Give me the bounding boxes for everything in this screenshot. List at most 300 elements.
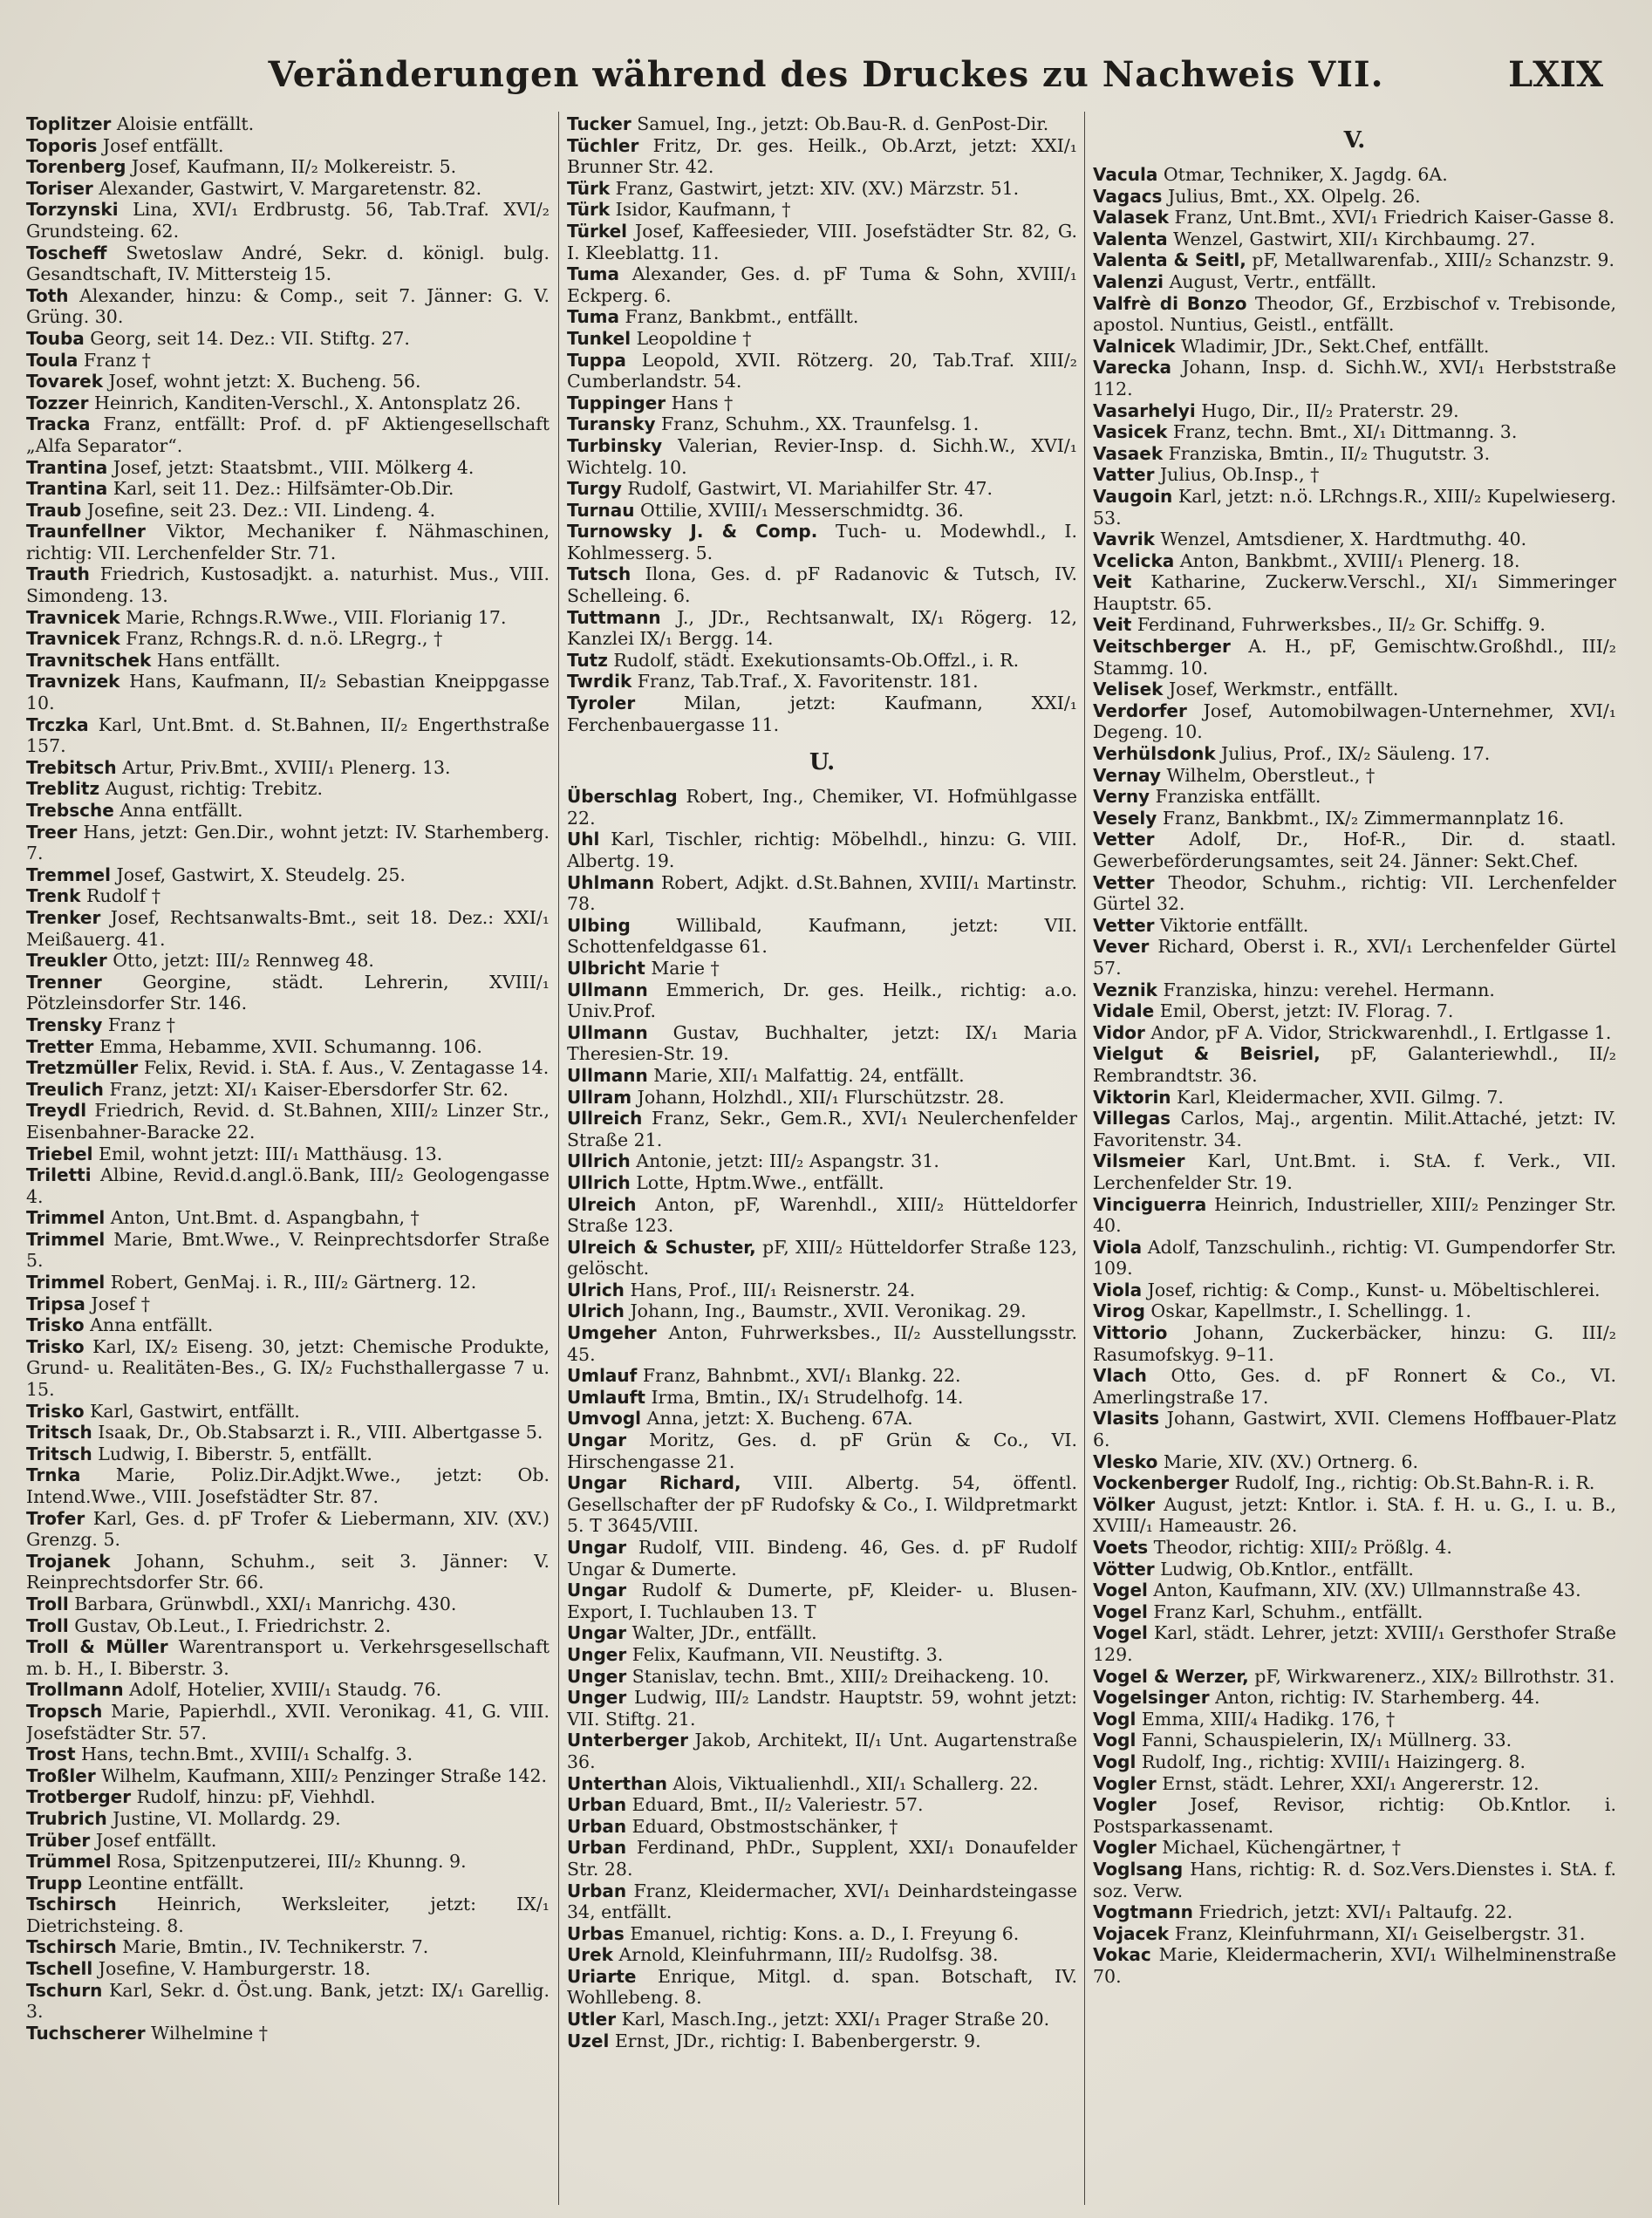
directory-entry [1093, 1000, 1616, 1022]
directory-entry [1093, 1580, 1616, 1601]
directory-entry [1093, 1709, 1616, 1730]
entry-details: Artur, Priv.Bmt., XVIII/₁ Plenerg. 13. [116, 756, 451, 778]
entry-name: Vcelicka [1093, 549, 1175, 571]
directory-entry [567, 413, 1077, 435]
directory-entry [26, 864, 550, 886]
entry-details: Albine, Revid.d.angl.ö.Bank, III/₂ Geologengasse 4. [26, 1164, 550, 1207]
directory-entry [1093, 1237, 1616, 1280]
entry-name: Vötter [1093, 1558, 1155, 1580]
directory-entry [26, 199, 550, 242]
entry-name: Turnowsky J. & Comp. [567, 521, 818, 543]
entry-name: Umvogl [567, 1408, 642, 1430]
directory-entry [567, 1923, 1077, 1945]
entry-name: Verhülsdonk [1093, 743, 1216, 765]
entry-name: Ungar [567, 1580, 627, 1601]
directory-entry [1093, 1901, 1616, 1923]
entry-details: August, richtig: Trebitz. [99, 778, 323, 800]
directory-entry [567, 1365, 1077, 1387]
entry-details: Johann, Schuhm., seit 3. Jänner: V. Reinprechtsdorfer Str. 66. [26, 1550, 550, 1594]
entry-details: Fanni, Schauspielerin, IX/₁ Müllnerg. 33. [1136, 1730, 1512, 1751]
entry-name: Vlasits [1093, 1408, 1160, 1430]
entry-details: Leopoldine † [631, 327, 752, 349]
entry-details: Karl, Masch.Ing., jetzt: XXI/₁ Prager Straße 20. [616, 2009, 1050, 2030]
entry-name: Turgy [567, 478, 622, 500]
entry-name: Vielgut & Beisriel, [1093, 1043, 1321, 1065]
entry-name: Umgeher [567, 1322, 657, 1344]
entry-name: Trauth [26, 563, 90, 585]
directory-entry [1093, 529, 1616, 550]
directory-entry [567, 1837, 1077, 1880]
entry-name: Vaugoin [1093, 485, 1173, 507]
entry-details: Franz, Unt.Bmt., XVI/₁ Friedrich Kaiser-Gasse 8. [1169, 207, 1615, 229]
directory-entry [26, 907, 550, 950]
directory-entry [567, 1944, 1077, 1966]
entry-name: Urban [567, 1815, 627, 1837]
entry-name: Villegas [1093, 1108, 1171, 1129]
entry-name: Tyroler [567, 693, 636, 714]
entry-name: Tropsch [26, 1700, 103, 1722]
entry-details: Johann, Gastwirt, XVII. Clemens Hoffbauer-Platz 6. [1093, 1408, 1616, 1451]
entry-name: Tozzer [26, 392, 89, 413]
directory-entry [567, 1687, 1077, 1730]
column-3 [1093, 113, 1616, 2202]
entry-details: Ludwig, III/₂ Landstr. Hauptstr. 59, wohnt jetzt: VII. Stiftg. 21. [567, 1687, 1077, 1730]
entry-name: Troll [26, 1614, 69, 1636]
entry-details: Josefine, V. Hamburgerstr. 18. [92, 1958, 371, 1980]
entry-details: Marie, Kleidermacherin, XVI/₁ Wilhelminenstraße 70. [1093, 1944, 1616, 1987]
entry-name: Trisko [26, 1314, 85, 1336]
entry-details: Friedrich, Kustosadjkt. a. naturhist. Mus., VIII. Simondeng. 13. [26, 563, 550, 607]
entry-name: Vacula [1093, 164, 1158, 185]
directory-entry [567, 500, 1077, 522]
entry-details: Viktorie entfällt. [1154, 914, 1309, 936]
directory-entry [26, 350, 550, 372]
entry-details: Otmar, Techniker, X. Jagdg. 6A. [1157, 164, 1448, 185]
directory-entry [1093, 1601, 1616, 1623]
entry-details: Heinrich, Werksleiter, jetzt: IX/₁ Dietrichsteing. 8. [26, 1894, 550, 1936]
entry-details: Josef, Kaufmann, II/₂ Molkereistr. 5. [126, 156, 457, 178]
directory-entry [1093, 1300, 1616, 1322]
entry-name: Tschell [26, 1958, 93, 1980]
entry-details: Rudolf & Dumerte, pF, Kleider- u. Blusen-Export, I. Tuchlauben 13. T [567, 1580, 1077, 1622]
entry-details: Anton, Unt.Bmt. d. Aspangbahn, † [105, 1207, 420, 1229]
entry-details: Johann, Holzhdl., XII/₁ Flurschützstr. 28. [631, 1086, 1005, 1108]
entry-details: Robert, GenMaj. i. R., III/₂ Gärtnerg. 12. [105, 1272, 477, 1293]
directory-entry [567, 1472, 1077, 1537]
entry-details: Viktor, Mechaniker f. Nähmaschinen, richtig: VII. Lerchenfelder Str. 71. [26, 521, 550, 563]
entry-name: Vogel [1093, 1580, 1148, 1601]
entry-details: Julius, Prof., IX/₂ Säuleng. 17. [1215, 743, 1491, 765]
directory-entry [1093, 336, 1616, 358]
entry-name: Treukler [26, 950, 107, 972]
entry-name: Toula [26, 349, 79, 371]
directory-entry [1093, 357, 1616, 399]
entry-name: Treydl [26, 1100, 87, 1122]
entry-name: Ungar [567, 1622, 627, 1644]
directory-entry [567, 1537, 1077, 1580]
entry-details: Valerian, Revier-Insp. d. Sichh.W., XVI/₁ Wichtelg. 10. [567, 434, 1077, 478]
entry-details: Johann, Insp. d. Sichh.W., XVI/₁ Herbststraße 112. [1093, 357, 1616, 399]
entry-details: Josef, richtig: & Comp., Kunst- u. Möbeltischlerei. [1142, 1279, 1601, 1300]
directory-entry [26, 950, 550, 972]
entry-details: Lotte, Hptm.Wwe., entfällt. [630, 1171, 884, 1193]
entry-name: Umlauft [567, 1386, 645, 1408]
entry-details: Isaak, Dr., Ob.Stabsarzt i. R., VIII. Albertgasse 5. [92, 1422, 543, 1443]
directory-entry [26, 1464, 550, 1507]
directory-entry [1093, 1150, 1616, 1193]
entry-name: Trubrich [26, 1807, 107, 1829]
entry-details: Adolf, Tanzschulinh., richtig: VI. Gumpendorfer Str. 109. [1093, 1236, 1616, 1280]
entry-name: Tuma [567, 306, 620, 328]
entry-details: Josef entfällt. [97, 134, 224, 156]
entry-details: Rosa, Spitzenputzerei, III/₂ Khunng. 9. [111, 1851, 467, 1873]
directory-entry [567, 135, 1077, 178]
directory-entry [26, 671, 550, 713]
directory-entry [1093, 1622, 1616, 1665]
entry-name: Vavrik [1093, 529, 1155, 550]
entry-details: Karl, IX/₂ Eiseng. 30, jetzt: Chemische Produkte, Grund- u. Realitäten-Bes., G. IX/₂ Fuchsthallergasse 7 u. 15. [26, 1335, 550, 1401]
directory-entry [26, 1830, 550, 1852]
entry-name: Trotberger [26, 1786, 132, 1808]
entry-name: Velisek [1093, 679, 1164, 700]
directory-entry [1093, 571, 1616, 614]
directory-entry [26, 1594, 550, 1615]
entry-name: Trczka [26, 713, 89, 735]
entry-details: Milan, jetzt: Kaufmann, XXI/₁ Ferchenbauergasse 11. [567, 693, 1077, 735]
entry-details: Emmerich, Dr. ges. Heilk., richtig: a.o. Univ.Prof. [567, 979, 1077, 1022]
directory-entry [1093, 1408, 1616, 1450]
entry-details: Otto, Ges. d. pF Ronnert & Co., VI. Amerlingstraße 17. [1093, 1365, 1616, 1408]
entry-details: Anton, Kaufmann, XIV. (XV.) Ullmannstraße 43. [1147, 1580, 1581, 1601]
directory-entry [567, 829, 1077, 871]
directory-entry [567, 1773, 1077, 1795]
entry-details: Rudolf † [80, 885, 160, 907]
directory-entry [567, 221, 1077, 263]
directory-entry [1093, 1087, 1616, 1109]
entry-details: Rudolf, Ing., richtig: XVIII/₁ Haizingerg. 8. [1136, 1751, 1526, 1772]
entry-name: Vockenberger [1093, 1472, 1230, 1494]
entry-details: J., JDr., Rechtsanwalt, IX/₁ Rögerg. 12, Kanzlei IX/₁ Bergg̣. 14. [567, 606, 1077, 650]
entry-details: Josef, Gastwirt, X. Steudelg. 25. [110, 863, 406, 885]
entry-name: Vogel [1093, 1622, 1148, 1644]
entry-name: Uzel [567, 2030, 610, 2051]
page-number: LXIX [1508, 54, 1603, 95]
entry-name: Twrdik [567, 671, 632, 693]
entry-name: Trebitsch [26, 756, 117, 778]
directory-entry [1093, 1923, 1616, 1945]
directory-entry [26, 328, 550, 350]
entry-name: Vogelsinger [1093, 1687, 1210, 1709]
entry-details: August, Vertr., entfällt. [1164, 270, 1377, 292]
entry-name: Utler [567, 2009, 617, 2030]
directory-entry [1093, 786, 1616, 808]
entry-name: Ullram [567, 1086, 632, 1108]
entry-name: Vetter [1093, 829, 1155, 850]
entry-name: Treblitz [26, 778, 100, 800]
entry-name: Ulrich [567, 1279, 625, 1300]
section-heading: V. [1343, 127, 1366, 154]
entry-details: Carlos, Maj., argentin. Milit.Attaché, jetzt: IV. Favoritenstr. 34. [1093, 1108, 1616, 1150]
entry-name: Trenk [26, 885, 81, 907]
entry-name: Toriser [26, 177, 93, 199]
directory-entry [26, 800, 550, 822]
directory-entry [1093, 271, 1616, 293]
entry-name: Tschirsch [26, 1894, 117, 1915]
entry-name: Tutz [567, 649, 608, 671]
entry-details: Leontine entfällt. [82, 1872, 244, 1894]
directory-entry [567, 435, 1077, 478]
entry-details: Friedrich, Revid. d. St.Bahnen, XIII/₂ Linzer Str., Eisenbahner-Baracke 22. [26, 1100, 550, 1143]
entry-details: Karl, Sekr. d. Öst.ung. Bank, jetzt: IX/₁ Garellig. 3. [26, 1979, 550, 2023]
entry-name: Trofer [26, 1507, 85, 1529]
directory-entry [1093, 936, 1616, 979]
entry-details: Marie, Papierhdl., XVII. Veronikag. 41, G. VIII. Josefstädter Str. 57. [26, 1700, 550, 1744]
entry-details: Lina, XVI/₁ Erdbrustg. 56, Tab.Traf. XVI/₂ Grundsteing. 62. [26, 199, 550, 242]
entry-name: Verny [1093, 786, 1150, 808]
directory-entry [1093, 421, 1616, 443]
directory-entry [567, 563, 1077, 606]
entry-name: Tuttmann [567, 606, 661, 628]
entry-details: Theodor, Gf., Erzbischof v. Trebisonde, apostol. Nuntius, Geistl., entfällt. [1093, 292, 1616, 336]
directory-entry [567, 1300, 1077, 1322]
directory-entry [567, 1644, 1077, 1666]
entry-details: Josef, jetzt: Staatsbmt., VIII. Mölkerg 4. [107, 456, 474, 478]
entry-details: Karl, Ges. d. pF Trofer & Liebermann, XIV. (XV.) Grenzg. 5. [26, 1507, 550, 1551]
entry-name: Ulbing [567, 914, 631, 936]
entry-name: Unger [567, 1643, 627, 1665]
entry-name: Trollmann [26, 1679, 124, 1701]
directory-entry [567, 693, 1077, 735]
entry-details: Jakob, Architekt, II/₁ Unt. Augartenstraße 36. [567, 1730, 1077, 1772]
directory-entry [26, 1272, 550, 1293]
directory-entry [567, 650, 1077, 672]
directory-entry [567, 1087, 1077, 1109]
directory-entry [26, 1229, 550, 1272]
entry-name: Vogler [1093, 1772, 1157, 1794]
entry-name: Vasaek [1093, 442, 1164, 464]
entry-name: Trensky [26, 1013, 103, 1035]
entry-details: Franz, Tab.Traf., X. Favoritenstr. 181. [631, 671, 979, 693]
entry-details: Hans, jetzt: Gen.Dir., wohnt jetzt: IV. Starhemberg. 7. [26, 821, 550, 864]
entry-details: Georg, seit 14. Dez.: VII. Stiftg. 27. [84, 327, 410, 349]
entry-details: Marie, Bmtin., IV. Technikerstr. 7. [116, 1936, 429, 1958]
entry-name: Tuma [567, 263, 620, 285]
directory-entry [26, 1873, 550, 1894]
entry-name: Ullreich [567, 1108, 643, 1129]
entry-details: Rudolf, hinzu: pF, Viehhdl. [131, 1786, 376, 1808]
directory-entry [26, 478, 550, 500]
entry-name: Vagacs [1093, 185, 1163, 207]
directory-entry [1093, 1494, 1616, 1537]
entry-name: Tracka [26, 413, 91, 435]
entry-details: Marie, Bmt.Wwe., V. Reinprechtsdorfer Straße 5. [26, 1228, 550, 1272]
entry-details: Wladimir, JDr., Sekt.Chef, entfällt. [1175, 335, 1490, 357]
entry-name: Vogtmann [1093, 1901, 1193, 1923]
entry-name: Vesely [1093, 807, 1157, 829]
directory-entry [1093, 743, 1616, 765]
directory-entry [26, 1936, 550, 1958]
entry-name: Toplitzer [26, 113, 112, 134]
entry-name: Vetter [1093, 914, 1155, 936]
entry-name: Tüchler [567, 134, 639, 156]
entry-name: Trost [26, 1744, 76, 1765]
entry-details: Wenzel, Gastwirt, XII/₁ Kirchbaumg. 27. [1167, 228, 1536, 249]
directory-entry [1093, 550, 1616, 572]
entry-details: Franz, Schuhm., XX. Traunfelsg. 1. [655, 413, 980, 435]
entry-details: Gustav, Ob.Leut., I. Friedrichstr. 2. [68, 1614, 392, 1636]
directory-entry [1093, 249, 1616, 271]
entry-name: Troll [26, 1593, 69, 1614]
directory-entry [567, 1430, 1077, 1472]
entry-details: Josefine, seit 23. Dez.: VII. Lindeng. 4. [81, 499, 436, 521]
directory-entry [567, 263, 1077, 306]
directory-entry [1093, 1730, 1616, 1751]
directory-entry [1093, 1751, 1616, 1773]
entry-name: Vlach [1093, 1365, 1147, 1387]
entry-name: Toporis [26, 134, 98, 156]
directory-entry [26, 1636, 550, 1679]
directory-entry [26, 392, 550, 414]
directory-entry [567, 521, 1077, 563]
directory-entry [26, 778, 550, 800]
entry-details: Stanislav, techn. Bmt., XIII/₂ Dreihackeng. 10. [626, 1665, 1049, 1687]
directory-entry [567, 915, 1077, 958]
directory-entry [26, 1551, 550, 1594]
entry-name: Türk [567, 177, 611, 199]
entry-details: Justine, VI. Mollardg. 29. [106, 1807, 341, 1829]
entry-name: Trüber [26, 1829, 91, 1851]
directory-entry [1093, 1108, 1616, 1150]
page-header [0, 54, 1652, 106]
entry-details: Josef, Kaffeesieder, VIII. Josefstädter Str. 82, G. I. Kleeblattg. 11. [567, 220, 1077, 263]
directory-entry [1093, 186, 1616, 208]
directory-entry [567, 1816, 1077, 1838]
directory-entry [1093, 1687, 1616, 1709]
entry-name: Trantina [26, 456, 108, 478]
entry-name: Tretzmüller [26, 1057, 139, 1079]
directory-entry [567, 1108, 1077, 1150]
entry-details: Friedrich, jetzt: XVI/₁ Paltaufg. 22. [1192, 1901, 1513, 1923]
directory-entry [567, 478, 1077, 500]
directory-entry [1093, 1322, 1616, 1365]
directory-entry [26, 1786, 550, 1808]
directory-entry [26, 822, 550, 864]
entry-details: Wilhelmine † [145, 2022, 268, 2044]
directory-entry [26, 1980, 550, 2023]
page-title: Veränderungen während des Druckes zu Nachweis VII. [268, 54, 1384, 95]
entry-name: Trisko [26, 1335, 85, 1357]
directory-entry [1093, 979, 1616, 1001]
entry-name: Urek [567, 1944, 613, 1966]
entry-details: Josef, Rechtsanwalts-Bmt., seit 18. Dez.: XXI/₁ Meißauerg. 41. [26, 906, 550, 950]
directory-entry [26, 113, 550, 135]
entry-details: Andor, pF A. Vidor, Strickwarenhdl., I. Ertlgasse 1. [1144, 1021, 1612, 1043]
directory-entry [26, 563, 550, 606]
entry-details: Hugo, Dir., II/₂ Praterstr. 29. [1195, 399, 1459, 421]
entry-name: Viola [1093, 1236, 1143, 1258]
entry-details: Franz, jetzt: XI/₁ Kaiser-Ebersdorfer Str. 62. [103, 1078, 509, 1100]
entry-name: Troll & Müller [26, 1636, 168, 1658]
directory-entry [26, 457, 550, 479]
directory-entry [1093, 829, 1616, 871]
entry-details: Hans, techn.Bmt., XVIII/₁ Schalfg. 3. [75, 1744, 413, 1765]
entry-details: Anton, pF, Warenhdl., XIII/₂ Hütteldorfer Straße 123. [567, 1193, 1077, 1237]
entry-name: Treulich [26, 1078, 104, 1100]
entry-name: Trimmel [26, 1272, 106, 1293]
directory-entry [567, 1322, 1077, 1365]
entry-name: Veit [1093, 614, 1132, 636]
directory-entry [567, 1580, 1077, 1622]
entry-name: Troßler [26, 1764, 96, 1786]
entry-details: Irma, Bmtin., IX/₁ Strudelhofg. 14. [645, 1386, 964, 1408]
entry-details: pF, Galanteriewhdl., II/₂ Rembrandtstr. 36. [1093, 1043, 1616, 1086]
directory-entry [1093, 486, 1616, 529]
directory-entry [1093, 1837, 1616, 1859]
directory-entry [1093, 464, 1616, 486]
directory-entry [567, 178, 1077, 200]
entry-details: Rudolf, Gastwirt, VI. Mariahilfer Str. 47. [621, 478, 993, 500]
directory-entry [26, 1422, 550, 1443]
entry-details: Arnold, Kleinfuhrmann, III/₂ Rudolfsg. 38. [612, 1944, 999, 1966]
entry-details: Franz, techn. Bmt., XI/₁ Dittmanng. 3. [1167, 421, 1518, 443]
entry-name: Tuchscherer [26, 2022, 146, 2044]
entry-details: pF, XIII/₂ Hütteldorfer Straße 123, gelöscht. [567, 1236, 1077, 1280]
entry-name: Trebsche [26, 800, 114, 821]
entry-details: Anna, jetzt: X. Bucheng. 67A. [641, 1408, 913, 1430]
directory-entry [1093, 443, 1616, 465]
entry-details: Josef † [85, 1293, 150, 1314]
column-rule [1084, 112, 1085, 2205]
entry-details: Aloisie entfällt. [111, 113, 255, 134]
directory-entry [26, 413, 550, 456]
entry-name: Tripsa [26, 1293, 85, 1314]
entry-name: Vever [1093, 936, 1150, 958]
directory-entry [1093, 614, 1616, 636]
directory-entry [26, 371, 550, 392]
directory-entry [26, 1057, 550, 1079]
entry-name: Triletti [26, 1164, 92, 1186]
entry-name: Trimmel [26, 1207, 106, 1229]
directory-entry [567, 1666, 1077, 1688]
directory-entry [567, 1408, 1077, 1430]
entry-details: Otto, jetzt: III/₂ Rennweg 48. [106, 950, 374, 972]
directory-entry [26, 714, 550, 757]
entry-details: Walter, JDr., entfällt. [626, 1622, 817, 1644]
directory-entry [1093, 1666, 1616, 1688]
directory-entry [567, 872, 1077, 915]
entry-name: Trenker [26, 906, 101, 928]
directory-entry [567, 958, 1077, 979]
entry-name: Trisko [26, 1400, 85, 1422]
directory-entry [567, 1022, 1077, 1065]
entry-name: Überschlag [567, 786, 678, 808]
entry-details: Johann, Ing., Baumstr., XVII. Veronikag. 29. [624, 1300, 1027, 1322]
entry-details: Josef, Automobilwagen-Unternehmer, XVI/₁ Degeng. 10. [1093, 700, 1616, 743]
entry-name: Voglsang [1093, 1858, 1184, 1880]
entry-name: Uriarte [567, 1965, 637, 1987]
directory-entry [26, 178, 550, 200]
directory-entry [1093, 872, 1616, 915]
entry-details: pF, Metallwarenfab., XIII/₂ Schanzstr. 9. [1246, 249, 1614, 271]
entry-details: Marie, Poliz.Dir.Adjkt.Wwe., jetzt: Ob. Intend.Wwe., VIII. Josefstädter Str. 87. [26, 1464, 550, 1507]
entry-details: pF, Wirkwarenerz., XIX/₂ Billrothstr. 31. [1248, 1665, 1615, 1687]
entry-name: Vojacek [1093, 1922, 1170, 1944]
entry-name: Tritsch [26, 1443, 92, 1464]
entry-name: Ungar Richard, [567, 1472, 741, 1494]
entry-name: Ulbricht [567, 957, 645, 979]
entry-details: Ernst, JDr., richtig: I. Babenbergerstr. 9. [609, 2030, 981, 2051]
directory-entry [1093, 1451, 1616, 1473]
